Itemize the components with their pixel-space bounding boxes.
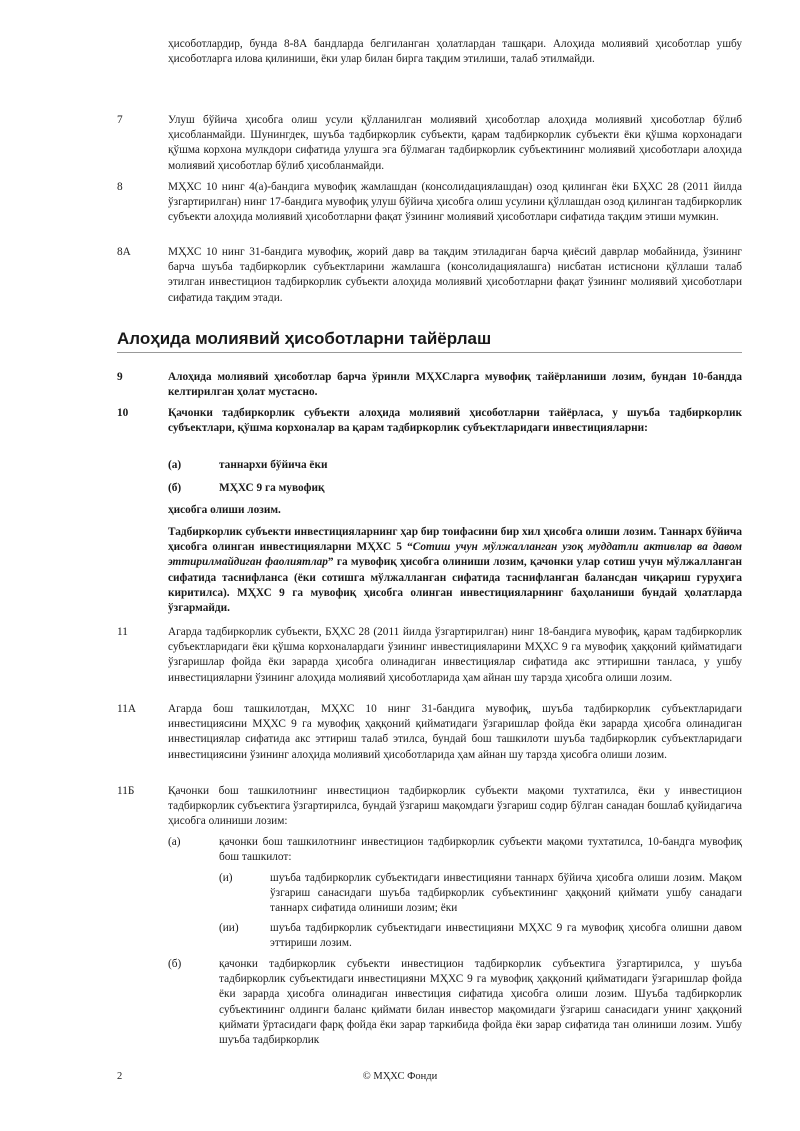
item-text: МҲХС 9 га мувофиқ [219,482,325,494]
paragraph-8 [117,180,742,226]
paragraph-10-tail: ҳисобга олиши лозим. [168,504,281,516]
paragraph-text: Агарда бош ташкилотдан, МҲХС 10 нинг 31-бандига мувофиқ, шуъба тадбиркорлик субъектларидаги инвестициясини МҲХС 9 га мувофиқ ҳаққоний қийматидаги ўзгаришлар фойда ёки зарарда ҳисобга олинадиган инвестициялар сифатида акс эттириш талаб этилса, бундай бош ташкилоти шуъба тадбиркорлик субъектларидаги инвестициясини ўзининг алоҳида молиявий ҳисоботларида ҳам айнан шу тарзда ҳисобга олиши лозим. [168,703,742,761]
paragraph-text: Қачонки бош ташкилотнинг инвестицион тадбиркорлик субъекти мақоми тухтатилса, ёки у инвестицион тадбиркорлик субъектига ўзгартирилса, бундай ўзгариш мақомдаги ўзгариш содир бўлган санадан бошлаб қуйидагича ҳисобга олиниши лозим: [168,785,742,828]
paragraph-11b-subitem-i [219,871,742,917]
intro-paragraph: ҳисоботлардир, бунда 8-8А бандларда белгиланган ҳолатлардан ташқари. Алоҳида молиявий ҳисоботлар ушбу ҳисоботларга илова қилиниши, ёки улар билан бирга тақдим этилиши, талаб этилмайди. [168,38,742,66]
page-number: 2 [117,1071,123,1082]
paragraph-text: МҲХС 10 нинг 31-бандига мувофиқ, жорий давр ва тақдим этиладиган барча қиёсий даврлар мобайнида, ўзининг барча шуъба тадбиркорлик субъектларини жамлашга (консолидациялашга) нисбатан истиснони қўллаши талаб этилган инвестицион тадбиркорлик субъекти алоҳида молиявий ҳисоботларни фақат ўзининг молиявий ҳисоботлари сифатида тақдим этади. [168,246,742,304]
paragraph-11b-item-a [168,835,742,865]
item-text: қачонки тадбиркорлик субъекти инвестицион тадбиркорлик субъектига ўзгартирилса, у шуъба тадбиркорлик субъектидаги инвестицияни МҲХС 9 га мувофиқ ҳаққоний қийматидаги ўзгаришлар фойда ёки зарарда ҳисобга олинадиган инвестиция сифатида ҳисобга олиши лозим. Шуъба тадбиркорлик субъектининг олдинги баланс қиймати билан инвестор мақомидаги ўзгариш санасидаги унинг ҳаққоний қиймати ўртасидаги фарқ фойда ёки зарар таркибида фойда ёки зарар сифатида тан олиниши лозим. Ушбу шуъба тадбиркорлик [219,958,742,1047]
paragraph-number: 11А [117,703,137,715]
paragraph-number: 10 [117,407,129,419]
paragraph-number: 8 [117,181,123,193]
paragraph-10-extra: Тадбиркорлик субъекти инвестицияларнинг ҳар бир тоифасини бир хил ҳисобга олиши лозим. Таннарх бўйича ҳисобга олинган инвестицияларни МҲХС 5 “Сотиш учун мўлжалланган узоқ муддатли активлар ва давом эттирилмайдиган фаолиятлар” га мувофиқ ҳисобга олиниши лозим, қачонки улар сотиш учун мўлжалланган сифатида таснифланса (ёки сотишга мўлжалланган сифатида таснифланган балансдан чиқариш гуруҳига киритилса). МҲХС 9 га мувофиқ ҳисобга олинган инвестицияларнинг баҳоланиши бундай ҳолатларда ўзгармайди. [168,526,742,615]
paragraph-text: Улуш бўйича ҳисобга олиш усули қўлланилган молиявий ҳисоботлар алоҳида молиявий ҳисоботлар бўлиб ҳисобланмайди. Шунингдек, шуъба тадбиркорлик субъекти, қарам тадбиркорлик субъекти ёки қўшма корхонадаги қўшма корхона мулкдори сифатида улушга эга бўлмаган тадбиркорлик субъектининг молиявий ҳисоботлари алоҳида молиявий ҳисоботлар бўлиб ҳисобланмайди. [168,114,742,172]
item-label: (ии) [219,922,239,934]
paragraph-number: 9 [117,371,123,383]
paragraph-text: Агарда тадбиркорлик субъекти, БҲХС 28 (2011 йилда ўзгартирилган) нинг 18-бандига мувофиқ, қарам тадбиркорлик субъектларидаги ёки қўшма корхоналардаги ўзининг инвестицияларини МҲХС 9 га мувофиқ ҳаққоний қийматидаги ўзгаришлар фойда ёки зарарда ҳисобга олинадиган инвестициялар сифатида акс эттиришни танласа, у ушбу инвестицияларни ўзининг алоҳида молиявий ҳисоботларида ҳам айнан шу тарзда ҳисобга олиши лозим. [168,626,742,684]
item-label: (б) [168,958,182,970]
item-text: шуъба тадбиркорлик субъектидаги инвестицияни МҲХС 9 га мувофиқ ҳисобга олишни давом эттириши лозим. [270,922,742,950]
item-text: қачонки бош ташкилотнинг инвестицион тадбиркорлик субъекти мақоми тухтатилса, 10-бандга мувофиқ бош ташкилот: [219,836,742,864]
paragraph-10 [117,406,742,436]
paragraph-number: 8А [117,246,131,258]
paragraph-10-item-a [168,458,742,473]
paragraph-7 [117,113,742,174]
section-heading: Алоҳида молиявий ҳисоботларни тайёрлаш [117,329,742,353]
paragraph-text: Қачонки тадбиркорлик субъекти алоҳида молиявий ҳисоботларни тайёрласа, у шуъба тадбиркорлик субъектлари, қўшма корхоналар ва қарам тадбиркорлик субъектларидаги инвестицияларни: [168,407,742,435]
paragraph-text: МҲХС 10 нинг 4(а)-бандига мувофиқ жамлашдан (консолидациялашдан) озод қилинган ёки БҲХС 28 (2011 йилда ўзгартирилган) нинг 17-бандига мувофиқ улуш бўйича ҳисобга олиш усулини қўллашдан озод қилинган тадбиркорлик субъекти алоҳида молиявий ҳисоботларни фақат ўзининг молиявий ҳисоботлари сифатида тақдим этиши мумкин. [168,181,742,224]
item-text: шуъба тадбиркорлик субъектидаги инвестицияни таннарх бўйича ҳисобга олиши лозим. Мақом ўзгариш санасидаги шуъба тадбиркорлик субъектининг ҳаққоний қиймати ушбу санадаги таннарх сифатида олиниши лозим; ёки [270,872,742,915]
paragraph-10-item-b [168,481,742,496]
paragraph-11b-subitem-ii [219,921,742,951]
paragraph-11b-item-b [168,957,742,1048]
item-text: таннархи бўйича ёки [219,459,328,471]
item-label: (б) [168,482,182,494]
paragraph-text: Алоҳида молиявий ҳисоботлар барча ўринли МҲХСларга мувофиқ тайёрланиши лозим, бундан 10-бандда келтирилган ҳолат мустасно. [168,371,742,399]
paragraph-11a [117,702,742,763]
paragraph-11b [117,784,742,830]
paragraph-number: 11Б [117,785,135,797]
paragraph-11 [117,625,742,686]
paragraph-number: 7 [117,114,123,126]
paragraph-9 [117,370,742,400]
item-label: (а) [168,459,182,471]
item-label: (а) [168,836,181,848]
footer-copyright: © МҲХС Фонди [362,1071,438,1082]
paragraph-number: 11 [117,626,128,638]
paragraph-8a [117,245,742,306]
item-label: (и) [219,872,233,884]
standard-title: Сотиш учун мўлжалланган узоқ муддатли активлар ва давом эттирилмайдиган фаолиятлар [168,541,742,569]
